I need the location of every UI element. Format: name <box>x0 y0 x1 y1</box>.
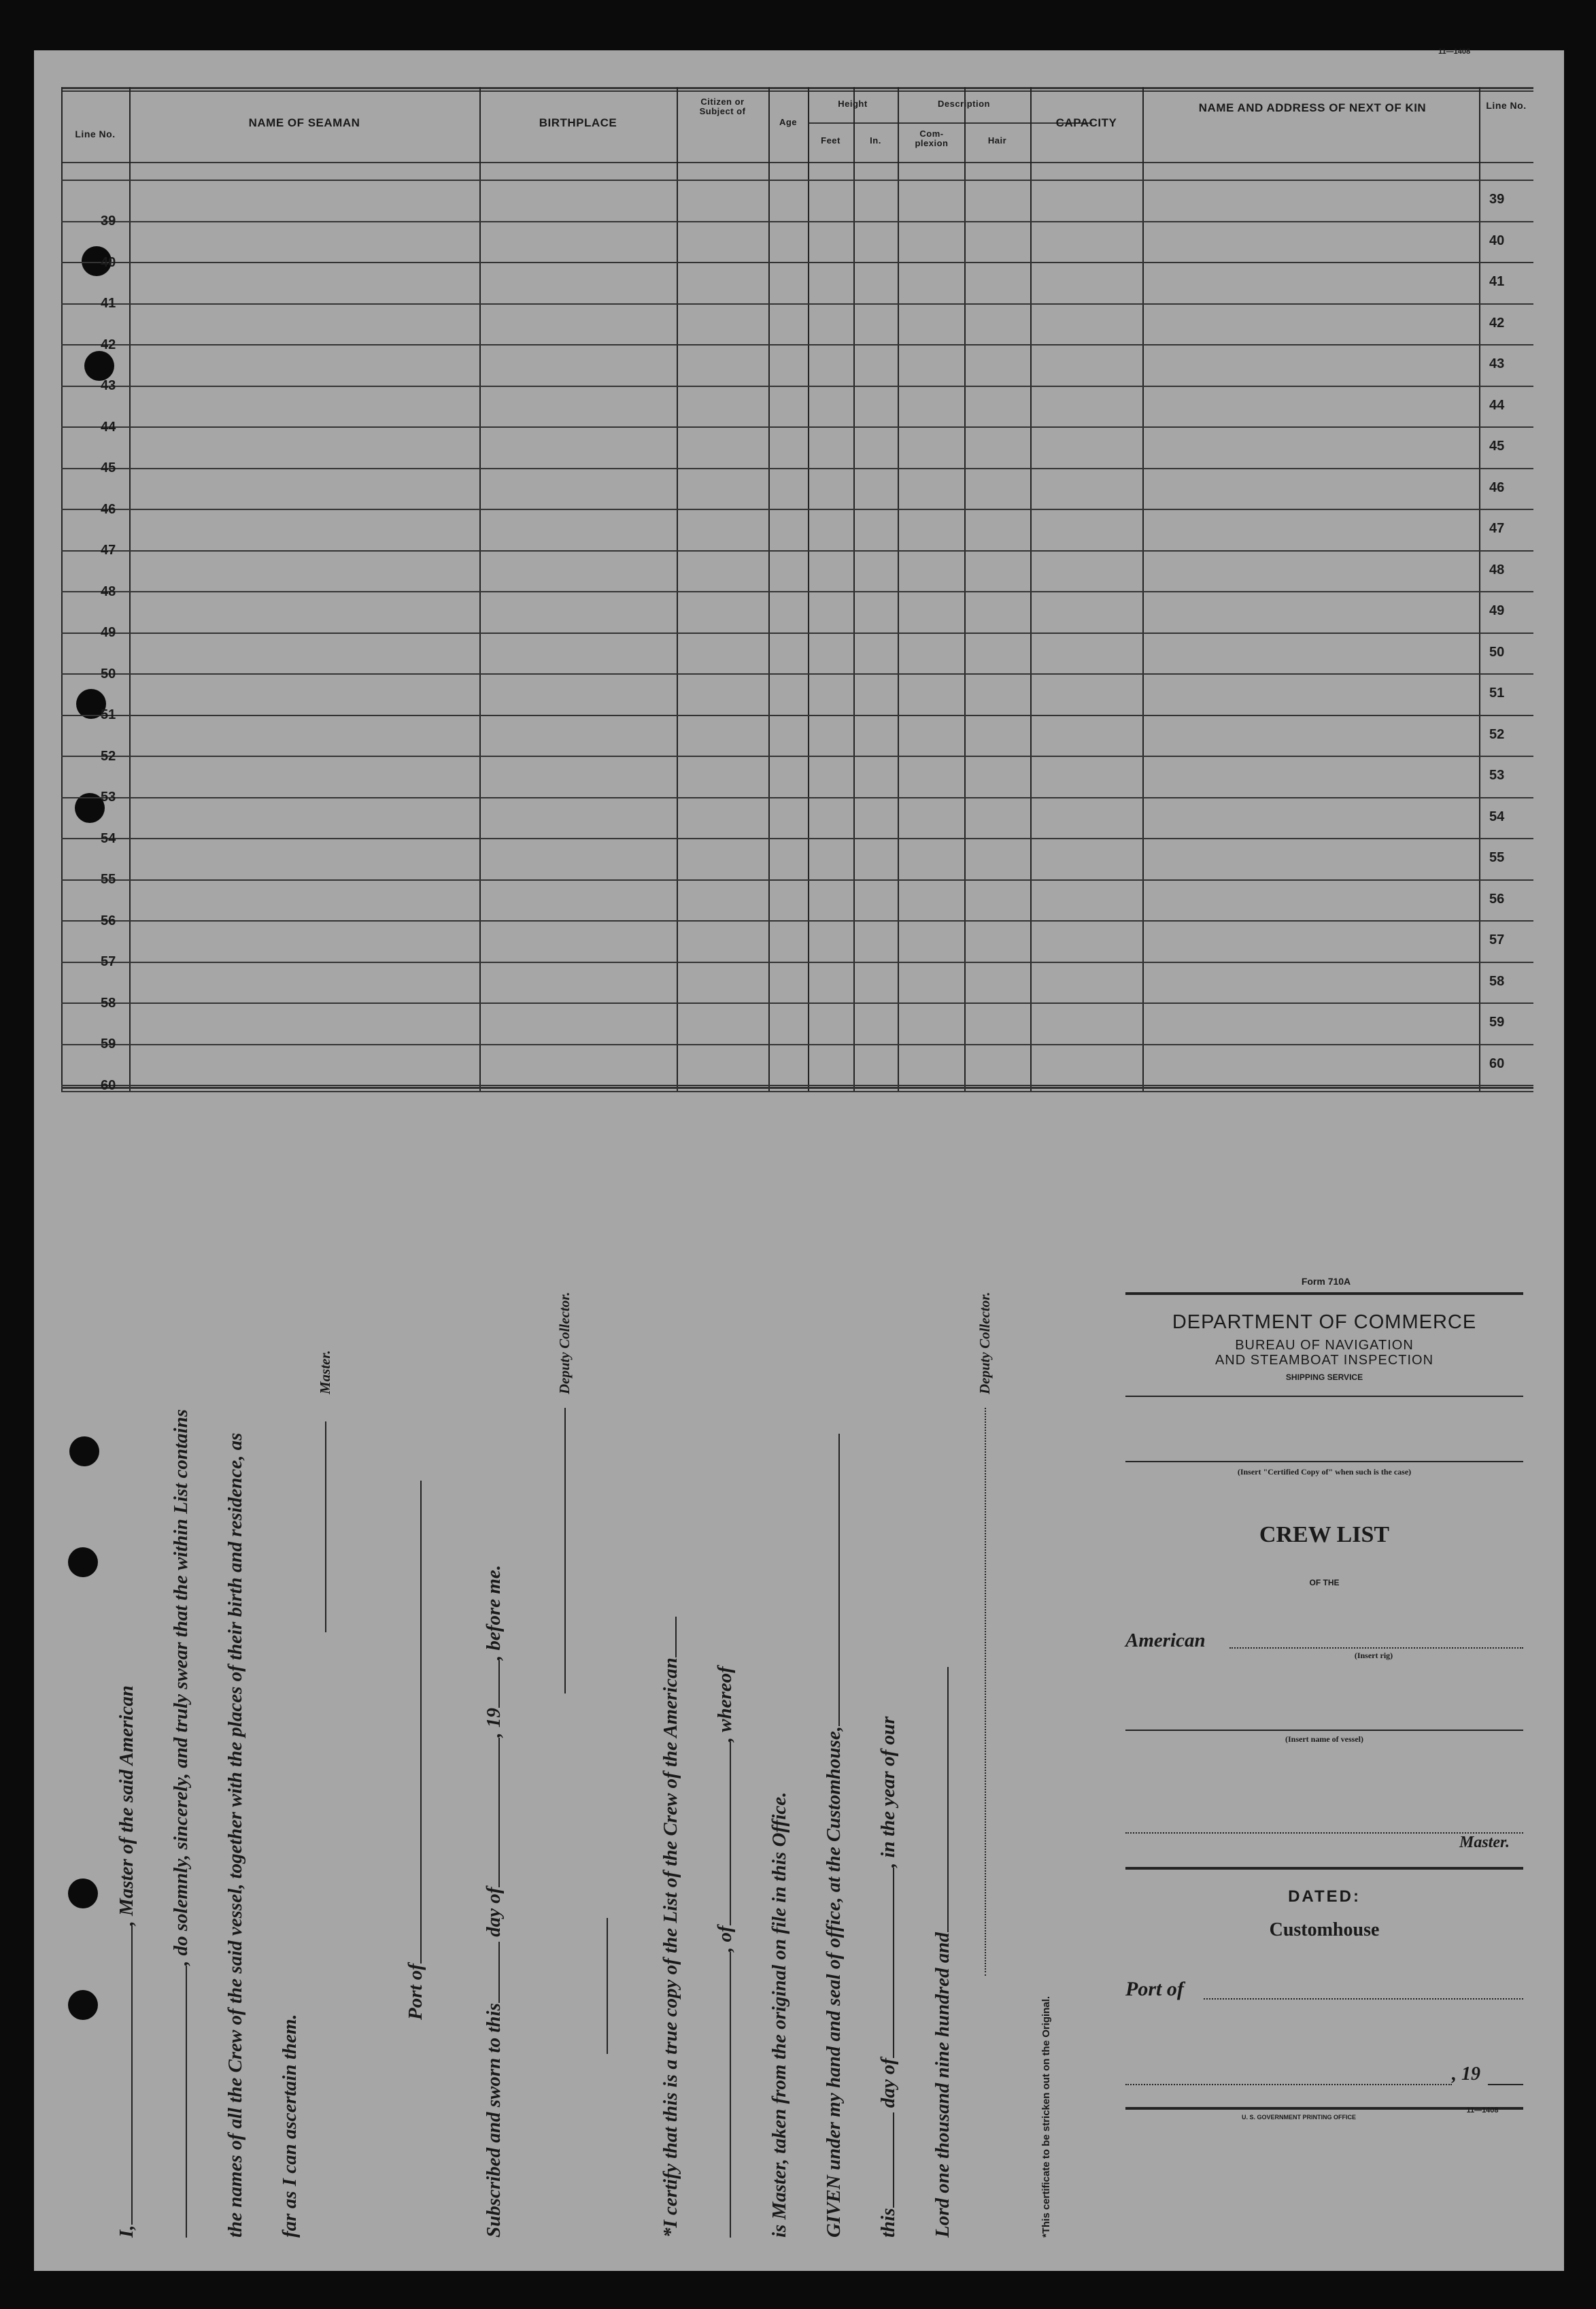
header-age: Age <box>779 117 798 127</box>
line-number-right: 58 <box>1489 973 1505 989</box>
line-number-right: 45 <box>1489 439 1505 454</box>
master-label: Master. <box>317 1350 333 1394</box>
line-number-right: 55 <box>1489 850 1505 865</box>
american-label: American <box>1125 1630 1206 1651</box>
column-divider <box>768 87 770 1091</box>
deputy-collector-line-1 <box>564 1408 566 1693</box>
line-number-right: 50 <box>1489 644 1505 660</box>
insert-certified-note: (Insert "Certified Copy of" when such is the case) <box>1237 1467 1412 1477</box>
line-number-right: 42 <box>1489 315 1505 331</box>
table-row-rule <box>61 591 1533 592</box>
line-number-right: 40 <box>1489 233 1505 248</box>
form-number-bottom: 11—1408 <box>1466 2106 1499 2114</box>
header-line-no: Line No. <box>75 129 116 139</box>
line-number-left: 40 <box>101 254 116 270</box>
table-row-rule <box>61 386 1533 387</box>
oath-and-certificate <box>116 1149 1068 2238</box>
dept-title: DEPARTMENT OF COMMERCE <box>1172 1311 1477 1333</box>
bureau-line-1: BUREAU OF NAVIGATION <box>1235 1338 1414 1353</box>
line-number-left: 54 <box>101 830 116 846</box>
year-19: , 19 <box>1452 2063 1480 2085</box>
deputy-collector-label-2: Deputy Collector. <box>977 1292 993 1394</box>
line-number-left: 58 <box>101 995 116 1011</box>
line-number-right: 56 <box>1489 891 1505 907</box>
line-number-right: 59 <box>1489 1015 1505 1030</box>
table-row-rule <box>61 344 1533 345</box>
cert-line-3: is Master, taken from the original on file in this Office. <box>768 1791 790 2238</box>
line-number-right: 53 <box>1489 768 1505 783</box>
line-number-left: 47 <box>101 543 116 558</box>
line-number-left: 51 <box>101 707 116 722</box>
oath-line-1: I,, Master of the said American <box>116 1685 137 2238</box>
line-number-left: 60 <box>101 1077 116 1093</box>
column-divider <box>1142 87 1144 1091</box>
rig-field[interactable] <box>1229 1647 1523 1649</box>
line-number-left: 45 <box>101 460 116 475</box>
port-of-line: Port of <box>405 1481 427 2020</box>
insert-name-note: (Insert name of vessel) <box>1285 1734 1363 1744</box>
table-row-rule <box>61 962 1533 963</box>
insert-rig-note: (Insert rig) <box>1354 1651 1393 1660</box>
table-row-rule <box>61 221 1533 222</box>
punch-hole <box>68 1990 98 2020</box>
line-number-left: 57 <box>101 954 116 969</box>
line-number-right: 51 <box>1489 686 1505 701</box>
table-row-rule <box>61 509 1533 510</box>
shipping-service: SHIPPING SERVICE <box>1285 1372 1363 1382</box>
port-of-label: Port of <box>1125 1978 1184 2000</box>
column-divider <box>898 87 899 1091</box>
table-row-rule <box>61 262 1533 263</box>
table-top-rule <box>61 87 1533 89</box>
column-divider <box>964 87 966 1091</box>
line-number-left: 56 <box>101 913 116 928</box>
crew-list-table <box>61 87 1533 1091</box>
table-row-rule <box>61 633 1533 634</box>
punch-hole <box>69 1436 99 1466</box>
line-number-left: 41 <box>101 296 116 311</box>
line-number-left: 48 <box>101 584 116 599</box>
line-number-right: 54 <box>1489 809 1505 824</box>
form-number-top: 11—1408 <box>1438 48 1471 56</box>
column-divider <box>129 87 131 1091</box>
line-number-left: 53 <box>101 790 116 805</box>
cert-line-6: Lord one thousand nine hundred and <box>932 1667 954 2238</box>
line-number-left: 52 <box>101 748 116 764</box>
line-number-right: 48 <box>1489 562 1505 577</box>
header-citizen: Citizen or Subject of <box>699 97 746 116</box>
deputy-collector-line-2 <box>985 1408 986 1976</box>
line-number-left: 42 <box>101 337 116 352</box>
punch-hole <box>68 1547 98 1577</box>
customhouse-label: Customhouse <box>1269 1919 1380 1940</box>
crew-list-title: CREW LIST <box>1259 1522 1390 1547</box>
oath-line-3: the names of all the Crew of the said vessel, together with the places of their birth and residence, as <box>224 1432 246 2238</box>
seal-line <box>607 1918 608 2054</box>
master-label-panel: Master. <box>1459 1834 1510 1851</box>
line-number-left: 59 <box>101 1036 116 1051</box>
table-row-rule <box>61 550 1533 552</box>
table-row-rule <box>61 1002 1533 1004</box>
line-number-left: 50 <box>101 666 116 681</box>
cert-line-1: *I certify that this is a true copy of the List of the Crew of the American <box>660 1617 682 2238</box>
line-number-right: 43 <box>1489 356 1505 371</box>
table-row-rule <box>61 920 1533 922</box>
line-number-left: 55 <box>101 872 116 887</box>
oath-line-4: far as I can ascertain them. <box>279 2014 301 2238</box>
line-number-left: 44 <box>101 419 116 435</box>
panel-rule-thick <box>1125 1867 1523 1870</box>
column-divider <box>1479 87 1480 1091</box>
date-field[interactable] <box>1125 2084 1452 2085</box>
certificate-footnote: *This certificate to be stricken out on the Original. <box>1040 1995 1052 2238</box>
line-number-right: 52 <box>1489 726 1505 742</box>
header-complexion: Com- plexion <box>915 129 949 148</box>
header-next-of-kin: NAME AND ADDRESS OF NEXT OF KIN <box>1198 101 1427 114</box>
panel-top-rule <box>1125 1292 1523 1295</box>
header-capacity: CAPACITY <box>1055 116 1117 129</box>
header-feet: Feet <box>821 135 841 146</box>
cert-line-5: this day of, in the year of our <box>877 1716 899 2238</box>
line-number-right: 44 <box>1489 397 1505 413</box>
table-row-rule <box>61 1044 1533 1045</box>
table-bottom-rule <box>61 1091 1533 1092</box>
table-row-rule <box>61 468 1533 469</box>
line-number-right: 39 <box>1489 192 1505 207</box>
deputy-collector-label-1: Deputy Collector. <box>556 1292 573 1394</box>
table-row-rule <box>61 673 1533 675</box>
column-divider <box>479 87 481 1091</box>
line-number-right: 46 <box>1489 479 1505 495</box>
gpo-imprint: U. S. GOVERNMENT PRINTING OFFICE <box>1241 2114 1356 2121</box>
subscribed-line: Subscribed and sworn to this day of, 19, before me. <box>483 1564 505 2238</box>
column-divider <box>61 87 63 1091</box>
oath-line-2: , do solemnly, sincerely, and truly swear that the within List contains <box>170 1409 192 2238</box>
table-row-rule <box>61 1085 1533 1086</box>
header-hair: Hair <box>987 135 1007 146</box>
dated-label: DATED: <box>1288 1887 1361 1906</box>
line-number-right: 47 <box>1489 521 1505 536</box>
year-field[interactable] <box>1488 2084 1523 2085</box>
table-bottom-rule <box>61 1087 1533 1089</box>
line-number-left: 43 <box>101 378 116 393</box>
cert-line-2: , of, whereof <box>714 1666 736 2238</box>
line-number-left: 46 <box>101 501 116 517</box>
header-description: Description <box>937 99 990 109</box>
column-divider <box>1030 87 1032 1091</box>
header-name-of-seaman: NAME OF SEAMAN <box>248 116 360 129</box>
column-divider <box>808 87 809 1091</box>
form-710a: Form 710A <box>1301 1276 1351 1287</box>
header-divider <box>61 162 1533 163</box>
table-row-rule <box>61 303 1533 305</box>
certified-copy-line <box>1125 1461 1523 1462</box>
line-number-left: 39 <box>101 214 116 229</box>
table-row-rule <box>61 715 1533 716</box>
master-signature-line <box>325 1421 326 1632</box>
table-top-rule <box>61 90 1533 92</box>
cert-line-4: GIVEN under my hand and seal of office, at the Customhouse, <box>823 1434 845 2238</box>
panel-rule <box>1125 1396 1523 1397</box>
column-divider <box>677 87 678 1091</box>
line-number-right: 60 <box>1489 1056 1505 1071</box>
vessel-name-line[interactable] <box>1125 1730 1523 1731</box>
header-birthplace: BIRTHPLACE <box>539 116 617 129</box>
line-number-right: 49 <box>1489 603 1505 618</box>
of-the: OF THE <box>1309 1578 1340 1587</box>
header-height: Height <box>838 99 868 109</box>
header-line-no-right: Line No. <box>1486 100 1527 111</box>
table-row-rule <box>61 426 1533 428</box>
line-number-right: 41 <box>1489 274 1505 289</box>
column-divider <box>853 87 855 1091</box>
table-row-rule <box>61 180 1533 181</box>
table-row-rule <box>61 879 1533 881</box>
table-row-rule <box>61 756 1533 757</box>
table-row-rule <box>61 797 1533 798</box>
line-number-left: 49 <box>101 625 116 640</box>
line-number-right: 57 <box>1489 932 1505 947</box>
table-row-rule <box>61 838 1533 839</box>
bureau-line-2: AND STEAMBOAT INSPECTION <box>1215 1353 1434 1368</box>
punch-hole <box>68 1878 98 1908</box>
port-field[interactable] <box>1204 1998 1523 2000</box>
header-inches: In. <box>870 135 881 146</box>
